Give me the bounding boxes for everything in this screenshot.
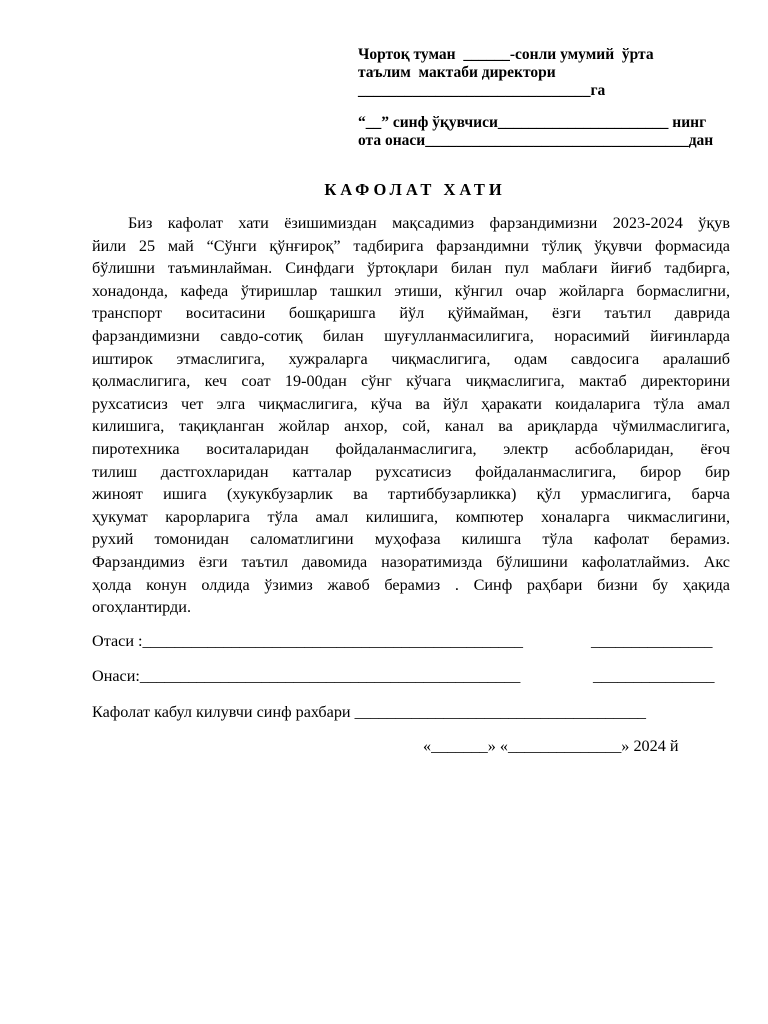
- addressee-header: [358, 46, 730, 150]
- pupil-parent-block: [358, 114, 730, 150]
- body-line: пиротехника воситаларидан фойдаланмаслигига, электр асбобларидан, ёғоч: [92, 439, 730, 458]
- father-label: Отаси :: [92, 632, 143, 650]
- body-line: килишига, тақиқланган жойлар анхор, сой, канал ва ариқларда чўмилмаслигига,: [92, 417, 730, 436]
- header-line: ота онаси__________________________________дан: [358, 132, 714, 149]
- header-line: “__” синф ўқувчиси______________________ нинг: [358, 114, 707, 131]
- body-line: хонадонда, кафеда ўтиришлар ташкил этиши, кўнгил очар жойларга бормаслигни,: [92, 281, 730, 300]
- body-line: транспорт воситасини бошқаришга йўл қўймайман, ёзги таътил даврида: [92, 304, 730, 323]
- document-title: КАФОЛАТ ХАТИ: [324, 180, 506, 199]
- header-line: Чортоқ туман ______-сонли умумий ўрта: [358, 46, 654, 63]
- father-name-line: _______________________________________________: [142, 632, 523, 650]
- header-line: ______________________________га: [358, 82, 606, 99]
- body-line: жиноят ишига (хукукбузарлик ва тартиббузарликка) қўл урмаслигига, барча: [92, 485, 730, 504]
- date-line: «_______» «______________» 2024 й: [423, 737, 679, 755]
- body-paragraph: [92, 212, 730, 619]
- father-signature-row: [92, 632, 523, 651]
- header-line: таълим мактаби директори: [358, 64, 556, 81]
- mother-label: Онаси:: [92, 667, 140, 685]
- body-line: Биз кафолат хати ёзишимиздан мақсадимиз фарзандимизни 2023-2024 ўқув: [128, 214, 730, 232]
- body-line: ҳолда конун олдида ўзимиз жавоб берамиз . Синф раҳбари бизни бу ҳақида: [92, 575, 730, 594]
- body-line: қолмаслигига, кеч соат 19-00дан сўнг кўчага чиқмаслигига, мактаб директорини: [92, 372, 730, 391]
- body-line: иштирок этмаслигига, хужраларга чиқмаслигига, одам савдосига аралашиб: [92, 349, 730, 368]
- body-line: рухсатисиз чет элга чиқмаслигига, кўча ва йўл ҳаракати коидаларига тўла амал: [92, 394, 730, 413]
- teacher-signature-row: Кафолат кабул килувчи синф рахбари ____________________________________: [92, 703, 647, 721]
- body-line: рухий томонидан саломатлигини муҳофаза килишга тўла кафолат берамиз.: [92, 530, 730, 549]
- body-line: бўлишни таъминлайман. Синфдаги ўртоқлари билан пул маблағи йиғиб тадбирга,: [92, 259, 730, 278]
- body-line: йили 25 май “Сўнги қўнғироқ” тадбирига фарзандимни тўлиқ ўқувчи формасида: [92, 236, 730, 255]
- body-line: ҳукумат карорларига тўла амал килишига, компютер хоналарга чикмаслигини,: [92, 507, 730, 526]
- mother-sign-line: _______________: [593, 667, 715, 685]
- school-director-block: [358, 46, 730, 100]
- body-line: Фарзандимиз ёзги таътил давомида назоратимизда бўлишини кафолатлаймиз. Акс: [92, 552, 730, 571]
- body-line: огоҳлантирди.: [92, 598, 192, 617]
- body-line: тилиш дастгохларидан катталар рухсатисиз фойдаланмаслигига, бирор бир: [92, 462, 730, 481]
- mother-signature-row: [92, 667, 520, 686]
- body-line: фарзандимизни савдо-сотиқ билан шуғулланмасилигига, норасимий йиғинларда: [92, 326, 730, 345]
- mother-name-line: _______________________________________________: [139, 667, 521, 685]
- father-sign-line: _______________: [591, 632, 713, 650]
